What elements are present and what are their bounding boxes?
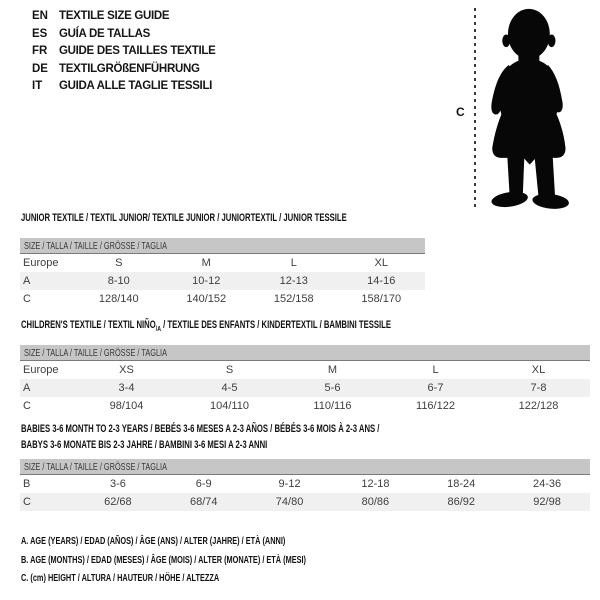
size-header-label: SIZE / TALLA / TAILLE / GRÖSSE / TAGLIA <box>24 239 167 252</box>
table-row-age <box>20 272 425 290</box>
language-title-list <box>32 10 216 98</box>
age-cell: 3-4 <box>118 382 135 394</box>
row-label: C <box>23 293 31 305</box>
size-cell: L <box>432 364 439 376</box>
guide-title-it: GUIDA ALLE TAGLIE TESSILI <box>59 80 213 93</box>
language-code: IT <box>32 80 43 93</box>
row-label: B <box>23 478 31 490</box>
legend-note-b <box>21 554 428 573</box>
row-label: Europe <box>23 364 59 376</box>
height-cell: 116/122 <box>416 400 455 412</box>
guide-title-es: GUÍA DE TALLAS <box>59 27 150 40</box>
legend-note-b-text: B. AGE (MONTHS) / EDAD (MESES) / ÂGE (MOIS) / ALTER (MONATE) / ETÀ (MESI) <box>21 553 307 566</box>
height-measure-dotted-line <box>474 8 476 210</box>
language-row-en <box>32 10 216 28</box>
language-row-it <box>32 80 216 98</box>
size-header-bar <box>20 345 590 361</box>
age-cell: 4-5 <box>221 382 238 394</box>
age-cell: 12-18 <box>361 478 390 490</box>
size-cell: S <box>225 364 234 376</box>
size-header-label: SIZE / TALLA / TAILLE / GRÖSSE / TAGLIA <box>24 460 167 473</box>
table-row-height <box>20 493 590 511</box>
row-label: C <box>23 496 31 508</box>
age-cell: 6-7 <box>427 382 444 394</box>
babies-section-title <box>21 421 533 453</box>
baby-silhouette <box>480 5 576 213</box>
height-cell: 140/152 <box>186 293 227 305</box>
babies-size-table <box>20 459 590 511</box>
guide-title-fr: GUIDE DES TAILLES TEXTILE <box>59 45 216 58</box>
language-code: EN <box>32 10 48 22</box>
height-cell: 62/68 <box>104 496 132 508</box>
guide-title-en: TEXTILE SIZE GUIDE <box>59 10 170 22</box>
children-title-post: / TEXTILE DES ENFANTS / KINDERTEXTIL / BAMBINI TESSILE <box>160 319 392 331</box>
legend-notes <box>21 535 428 591</box>
height-cell: 122/128 <box>518 400 559 412</box>
size-cell: L <box>290 257 297 269</box>
age-cell: 3-6 <box>109 478 126 490</box>
size-cell: XS <box>119 364 134 376</box>
junior-size-table <box>20 238 425 308</box>
table-row-height <box>20 397 590 415</box>
height-cell: 98/104 <box>109 400 144 412</box>
language-row-es <box>32 28 216 46</box>
age-cell: 10-12 <box>192 275 221 287</box>
table-row-europe <box>20 254 425 272</box>
height-cell: 110/116 <box>313 400 352 412</box>
size-cell: M <box>201 257 211 269</box>
height-measure-label: C <box>456 105 465 119</box>
age-cell: 18-24 <box>447 478 476 490</box>
language-code: FR <box>32 45 48 58</box>
table-row-age-months <box>20 475 590 493</box>
guide-title-de: TEXTILGRÖßENFÜHRUNG <box>59 62 200 75</box>
children-section-title-text <box>21 317 391 337</box>
table-row-europe <box>20 361 590 379</box>
size-cell: S <box>115 257 123 269</box>
children-title-sub: /A <box>155 324 161 334</box>
legend-note-a-text: A. AGE (YEARS) / EDAD (AÑOS) / ÂGE (ANS) / ALTER (JAHRE) / ETÀ (ANNI) <box>21 535 286 547</box>
age-cell: 14-16 <box>367 275 396 287</box>
legend-note-c <box>21 572 428 591</box>
age-cell: 7-8 <box>530 382 547 394</box>
height-cell: 104/110 <box>210 400 249 412</box>
age-cell: 24-36 <box>532 478 562 490</box>
height-cell: 152/158 <box>273 293 314 305</box>
children-size-table <box>20 345 590 415</box>
size-header-bar <box>20 238 425 254</box>
size-header-bar <box>20 459 590 475</box>
row-label: A <box>23 275 31 287</box>
legend-note-a <box>21 535 428 554</box>
table-row-height <box>20 290 425 308</box>
height-cell: 74/80 <box>275 496 304 508</box>
language-code: DE <box>32 62 48 75</box>
height-cell: 68/74 <box>189 496 218 508</box>
children-section-title <box>21 317 550 337</box>
legend-note-c-text: C. (cm) HEIGHT / ALTURA / HAUTEUR / HÖHE / ALTEZZA <box>21 572 220 584</box>
age-cell: 8-10 <box>107 275 130 287</box>
size-cell: XL <box>374 257 388 269</box>
height-cell: 128/140 <box>98 293 139 305</box>
row-label: A <box>23 382 31 394</box>
age-cell: 5-6 <box>324 382 341 394</box>
babies-title-line1: BABIES 3-6 MONTH TO 2-3 YEARS / BEBÉS 3-6 MESES A 2-3 AÑOS / BÉBÉS 3-6 MOIS À 2-3 ANS / <box>21 423 380 435</box>
age-cell: 12-13 <box>279 275 308 287</box>
size-header-label: SIZE / TALLA / TAILLE / GRÖSSE / TAGLIA <box>24 346 167 359</box>
junior-section-title <box>21 210 486 226</box>
age-cell: 6-9 <box>195 478 212 490</box>
height-cell: 80/86 <box>361 496 390 508</box>
babies-title-line2: BABYS 3-6 MONATE BIS 2-3 JAHRE / BAMBINI 3-6 MESI A 2-3 ANNI <box>21 439 268 451</box>
size-cell: XL <box>531 364 546 376</box>
height-cell: 86/92 <box>447 496 475 508</box>
children-title-pre: CHILDREN'S TEXTILE / TEXTIL NIÑO <box>21 319 156 331</box>
junior-section-title-text: JUNIOR TEXTILE / TEXTIL JUNIOR/ TEXTILE JUNIOR / JUNIORTEXTIL / JUNIOR TESSILE <box>21 212 347 224</box>
language-row-de <box>32 63 216 81</box>
row-label: C <box>23 400 31 412</box>
height-cell: 92/98 <box>533 496 561 508</box>
language-code: ES <box>32 27 48 40</box>
table-row-age <box>20 379 590 397</box>
size-cell: M <box>327 364 338 376</box>
height-cell: 158/170 <box>361 293 402 305</box>
language-row-fr <box>32 45 216 63</box>
row-label: Europe <box>23 257 59 269</box>
age-cell: 9-12 <box>278 478 301 490</box>
